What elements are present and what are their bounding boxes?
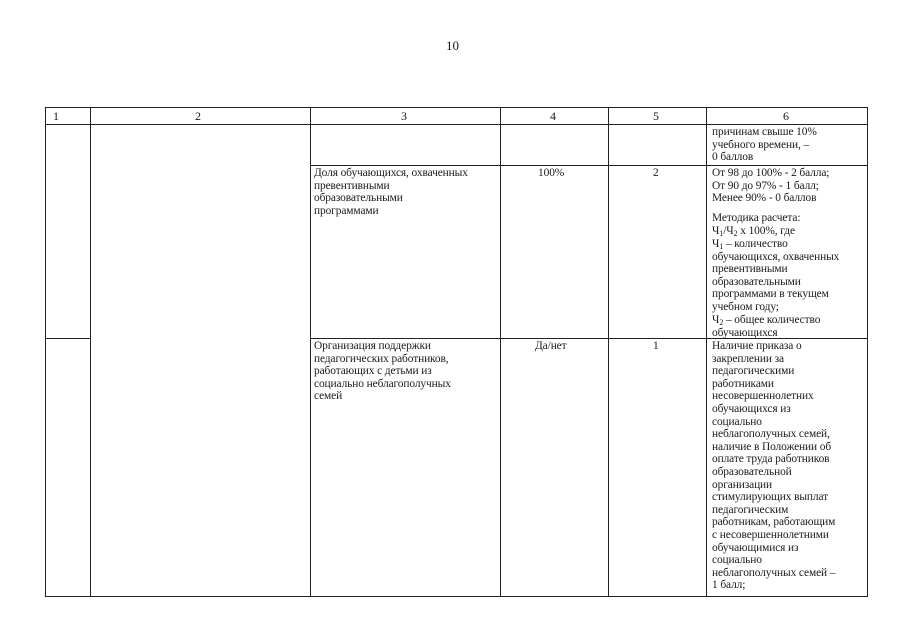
row1-definition-2: $Ч_2$ – общее количество обучающихся <box>712 314 821 339</box>
header-col-4: 4 <box>550 109 556 123</box>
row-divider-1 <box>310 165 868 166</box>
column-divider-4-5 <box>608 107 609 597</box>
table-border-right <box>867 107 868 597</box>
column-divider-1-2 <box>90 107 91 597</box>
column-divider-3-4 <box>500 107 501 597</box>
row0-col6-text: причинам свыше 10% учебного времени, – 0 баллов <box>712 126 817 164</box>
row2-target-value: Да/нет <box>535 340 567 352</box>
page-number: 10 <box>446 38 459 53</box>
header-col-1: 1 <box>53 109 59 123</box>
row1-definition-1: $Ч_1$ – количество обучающихся, охваченных превентивными образовательными программами в текущем учебном году; <box>712 238 840 313</box>
row1-formula: $Ч_1/Ч_2$ х 100%, где <box>712 225 795 238</box>
row1-scale-text: От 98 до 100% - 2 балла; От 90 до 97% - 1 балл; Менее 90% - 0 баллов <box>712 167 830 205</box>
row1-method-title: Методика расчета: <box>712 212 801 224</box>
row-divider-2-col1 <box>45 338 90 339</box>
column-divider-2-3 <box>310 107 311 597</box>
row1-target-value: 100% <box>538 167 565 179</box>
row2-indicator-text: Организация поддержки педагогических работников, работающих с детьми из социально неблагополучных семей <box>314 340 451 403</box>
header-col-5: 5 <box>653 109 659 123</box>
table-border-left <box>45 107 46 597</box>
table-border-top <box>45 107 868 108</box>
row2-max-score: 1 <box>653 340 659 352</box>
row1-max-score: 2 <box>653 167 659 179</box>
header-col-3: 3 <box>401 109 407 123</box>
column-divider-5-6 <box>706 107 707 597</box>
header-col-6: 6 <box>783 109 789 123</box>
header-row-divider <box>45 124 868 125</box>
table-border-bottom <box>45 596 868 597</box>
row2-criteria-text: Наличие приказа о закреплении за педагогическими работниками несовершеннолетних обучающихся из социально неблагополучных семей, наличие в Положении об оплате труда работников образовательной организации стимулирующих выплат педагогическим работникам, работающим с несовершеннолетними обучающимися из социально неблагополучных семей – 1 балл; <box>712 340 836 592</box>
row1-indicator-text: Доля обучающихся, охваченных превентивными образовательными программами <box>314 167 468 217</box>
header-col-2: 2 <box>195 109 201 123</box>
criteria-table <box>45 107 868 597</box>
